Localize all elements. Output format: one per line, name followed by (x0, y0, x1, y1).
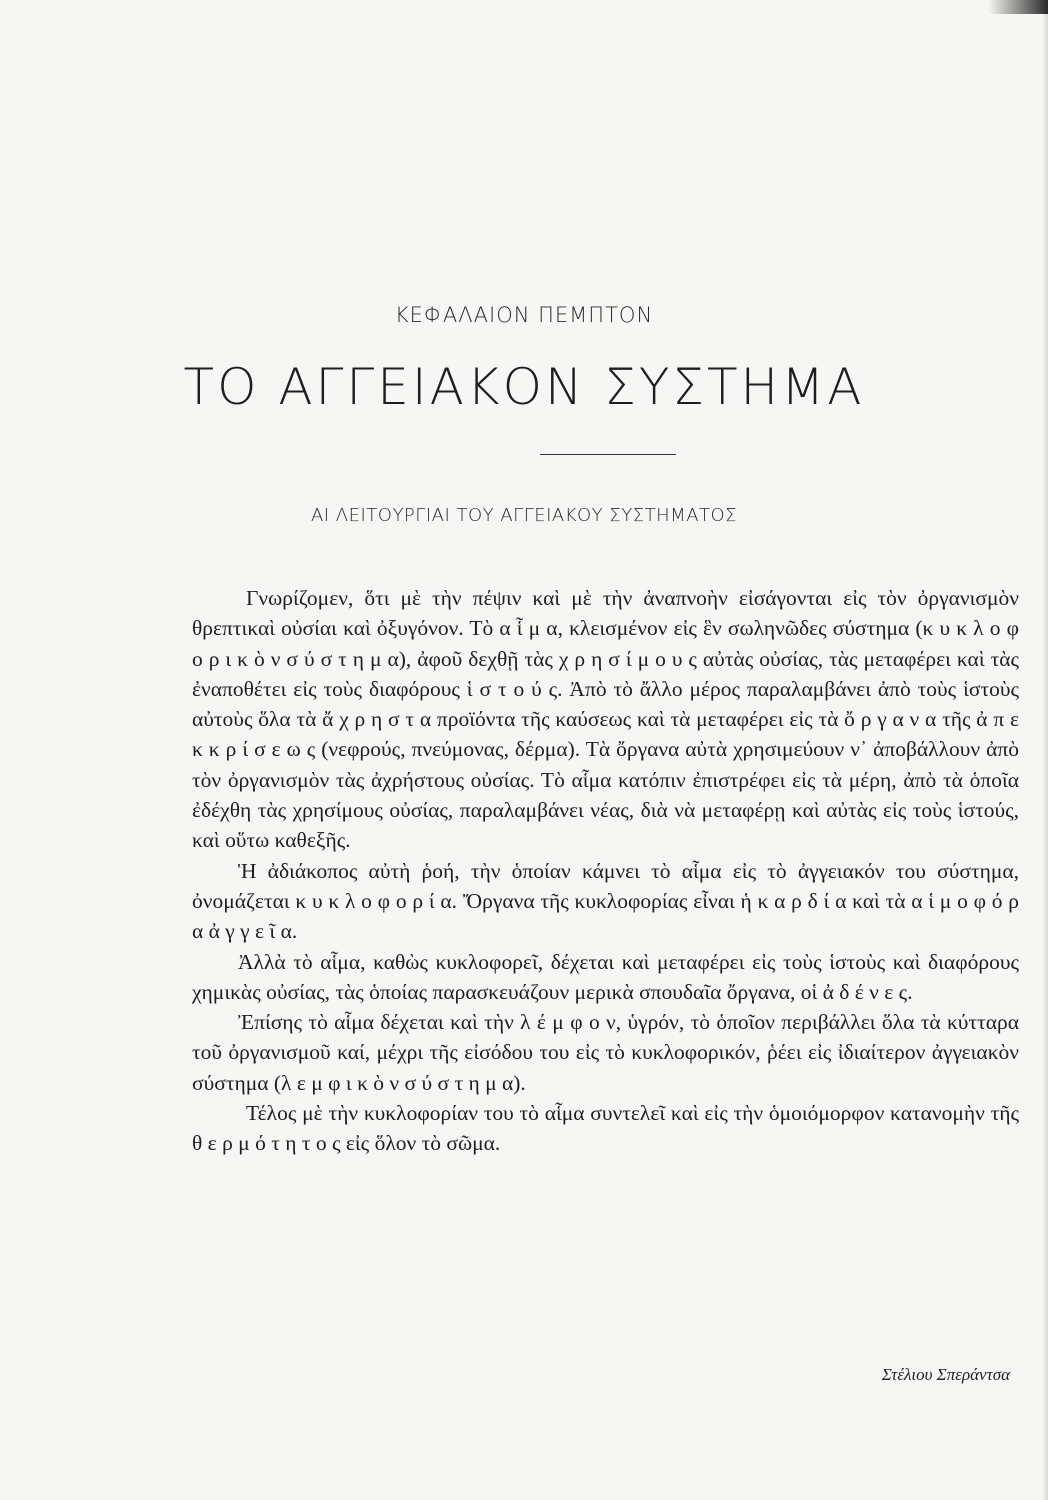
paragraph-1: Γνωρίζομεν, ὅτι μὲ τὴν πέψιν καὶ μὲ τὴν ἀναπνοὴν εἰσάγονται εἰς τὸν ὀργανισμὸν θρεπτικαὶ οὐσίαι καὶ ὀξυγόνον. Τὸ α ἷ μ α, κλεισμένον εἰς ἓν σωληνῶδες σύστημα (κ υ κ λ ο φ ο ρ ι κ ὸ ν σ ύ σ τ η μ α), ἀφοῦ δεχθῇ τὰς χ ρ η σ ί μ ο υ ς αὐτὰς οὐσίας, τὰς μεταφέρει καὶ τὰς ἐναποθέτει εἰς τοὺς διαφόρους ἱ σ τ ο ύ ς. Ἀπὸ τὸ ἄλλο μέρος παραλαμβάνει ἀπὸ τοὺς ἱστοὺς αὐτοὺς ὅλα τὰ ἄ χ ρ η σ τ α προϊόντα τῆς καύσεως καὶ τὰ μεταφέρει εἰς τὰ ὄ ρ γ α ν α τῆς ἀ π ε κ κ ρ ί σ ε ω ς (νεφρούς, πνεύμονας, δέρμα). Τὰ ὄργανα αὐτὰ χρησιμεύουν ν᾽ ἀποβάλλουν ἀπὸ τὸν ὀργανισμὸν τὰς ἀχρήστους οὐσίας. Τὸ αἷμα κατόπιν ἐπιστρέφει εἰς τὰ μέρη, ἀπὸ τὰ ὁποῖα ἐδέχθη τὰς χρησίμους οὐσίας, παραλαμβάνει νέας, διὰ νὰ μεταφέρῃ καὶ αὐτὰς εἰς τοὺς ἱστούς, καὶ οὕτω καθεξῆς. (192, 586, 1019, 853)
section-subtitle: ΑΙ ΛΕΙΤΟΥΡΓΙΑΙ ΤΟΥ ΑΓΓΕΙΑΚΟΥ ΣΥΣΤΗΜΑΤΟΣ (310, 505, 738, 526)
scan-edge-shadow (1042, 0, 1048, 1500)
paragraph-4: Ἐπίσης τὸ αἷμα δέχεται καὶ τὴν λ έ μ φ ο ν, ὑγρόν, τὸ ὁποῖον περιβάλλει ὅλα τὰ κύτταρα τοῦ ὀργανισμοῦ καί, μέχρι τῆς εἰσόδου του εἰς τὸ κυκλοφορικόν, ῥέει εἰς ἰδιαίτερον ἀγγειακὸν σύστημα (λ ε μ φ ι κ ὸ ν σ ύ σ τ η μ α). (192, 1010, 1019, 1095)
body-text (192, 583, 1019, 1159)
paragraph-3: Ἀλλὰ τὸ αἷμα, καθὼς κυκλοφορεῖ, δέχεται καὶ μεταφέρει εἰς τοὺς ἱστοὺς καὶ διαφόρους χημικὰς οὐσίας, τὰς ὁποίας παρασκευάζουν μερικὰ σπουδαῖα ὄργανα, οἱ ἀ δ έ ν ε ς. (192, 949, 1019, 1004)
paragraph-5: Τέλος μὲ τὴν κυκλοφορίαν του τὸ αἷμα συντελεῖ καὶ εἰς τὴν ὁμοιόμορφον κατανομὴν τῆς θ ε ρ μ ό τ η τ ο ς εἰς ὅλον τὸ σῶμα. (192, 1101, 1019, 1156)
title-divider (540, 454, 676, 455)
paragraph-2: Ἡ ἀδιάκοπος αὐτὴ ῥοή, τὴν ὁποίαν κάμνει τὸ αἷμα εἰς τὸ ἀγγειακόν του σύστημα, ὀνομάζεται κ υ κ λ ο φ ο ρ ί α. Ὄργανα τῆς κυκλοφορίας εἶναι ἡ κ α ρ δ ί α καὶ τὰ α ἱ μ ο φ ό ρ α ἀ γ γ ε ῖ α. (192, 858, 1019, 944)
chapter-label: ΚΕΦΑΛΑΙΟΝ ΠΕΜΠΤΟΝ (394, 303, 654, 327)
scan-corner-mark (988, 0, 1048, 14)
author-signature: Στέλιου Σπεράντσα (881, 1365, 1010, 1384)
chapter-title: ΤΟ ΑΓΓΕΙΑΚΟΝ ΣΥΣΤΗΜΑ (183, 358, 865, 416)
